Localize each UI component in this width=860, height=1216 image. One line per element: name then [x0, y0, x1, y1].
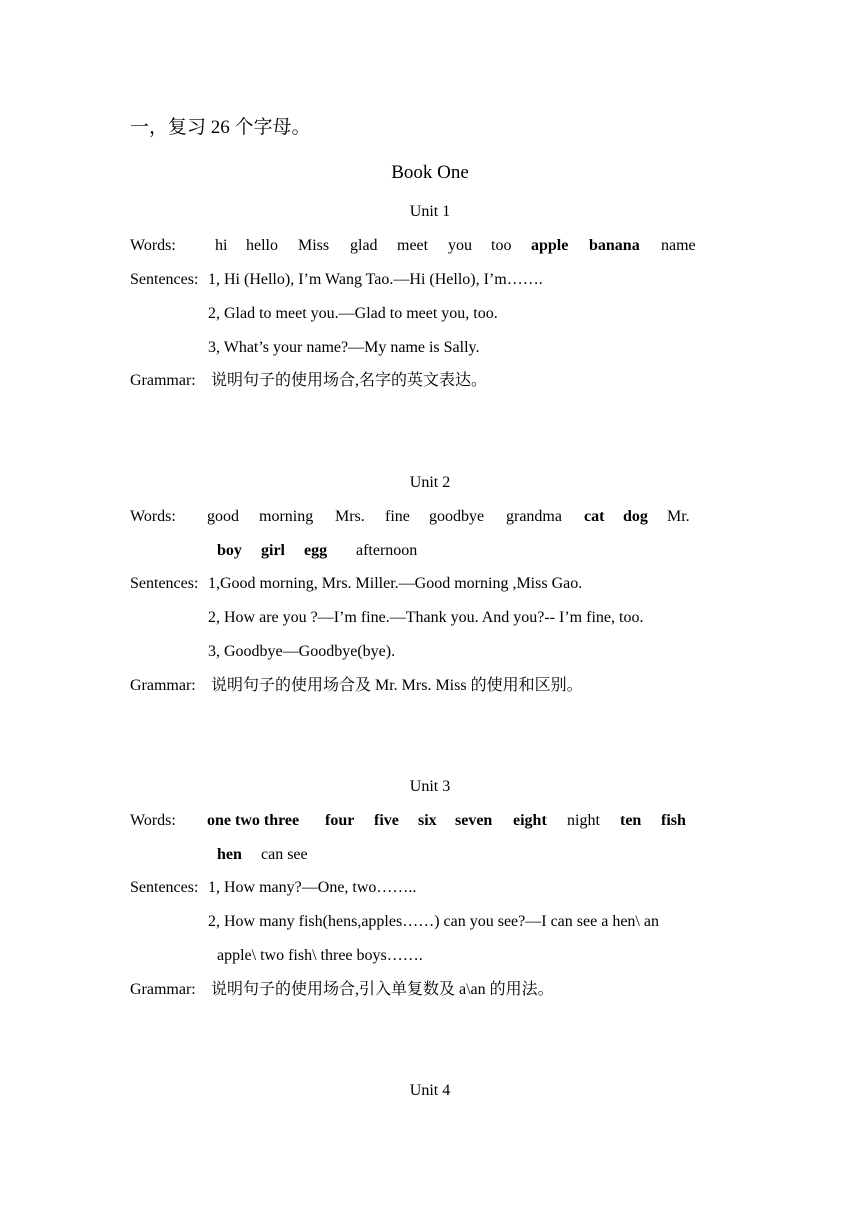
sentence: 1, Hi (Hello), I’m Wang Tao.—Hi (Hello), I’m…….	[208, 271, 543, 288]
book-title: Book One	[391, 162, 469, 183]
sentence: 3, What’s your name?—My name is Sally.	[208, 339, 480, 356]
unit-3-title: Unit 3	[409, 778, 451, 795]
grammar-note: 说明句子的使用场合,名字的英文表达。	[211, 372, 488, 389]
word: meet	[397, 237, 429, 254]
unit-2-grammar-label: Grammar:	[130, 677, 196, 694]
word-bold: girl	[261, 542, 285, 559]
word-bold: cat	[584, 508, 605, 525]
section-heading: 一，复习 26 个字母。	[130, 117, 311, 138]
word: glad	[350, 237, 378, 254]
word-bold: egg	[304, 542, 328, 559]
sentence: 1,Good morning, Mrs. Miller.—Good morning ,Miss Gao.	[208, 575, 583, 592]
unit-3-words-label: Words:	[130, 812, 176, 829]
word-bold: eight	[513, 812, 547, 829]
unit-1-grammar-label: Grammar:	[130, 372, 196, 389]
unit-2-title: Unit 2	[409, 474, 451, 491]
sentence: apple\ two fish\ three boys…….	[217, 947, 423, 964]
word: grandma	[506, 508, 562, 525]
unit-1-sentences-label: Sentences:	[130, 271, 199, 288]
word: too	[491, 237, 512, 254]
word-bold: apple	[531, 237, 569, 254]
word-bold: five	[374, 812, 399, 829]
word-bold: hen	[217, 846, 242, 863]
sentence: 3, Goodbye—Goodbye(bye).	[208, 643, 396, 660]
sentence: 2, Glad to meet you.—Glad to meet you, too.	[208, 305, 498, 322]
word-bold: boy	[217, 542, 242, 559]
word: fine	[385, 508, 410, 525]
word: hello	[246, 237, 278, 254]
word: you	[448, 237, 472, 254]
word-bold: seven	[455, 812, 493, 829]
unit-2-sentences-label: Sentences:	[130, 575, 199, 592]
word: hi	[215, 237, 228, 254]
word-bold: ten	[620, 812, 642, 829]
word: Miss	[298, 237, 330, 254]
word: can see	[261, 846, 308, 863]
word: morning	[259, 508, 314, 525]
word-bold: six	[418, 812, 437, 829]
grammar-note: 说明句子的使用场合,引入单复数及 a\an 的用法。	[211, 981, 554, 998]
unit-2-words-label: Words:	[130, 508, 176, 525]
unit-3-grammar-label: Grammar:	[130, 981, 196, 998]
sentence: 2, How many fish(hens,apples……) can you see?—I can see a hen\ an	[208, 913, 659, 930]
word: goodbye	[429, 508, 485, 525]
word-bold: banana	[589, 237, 640, 254]
word-bold: dog	[623, 508, 648, 525]
word: afternoon	[356, 542, 418, 559]
sentence: 2, How are you ?—I’m fine.—Thank you. And you?-- I’m fine, too.	[208, 609, 644, 626]
word-bold: four	[325, 812, 355, 829]
word: Mrs.	[335, 508, 365, 525]
word-bold: one two three	[207, 812, 300, 829]
unit-4-title: Unit 4	[409, 1082, 451, 1099]
unit-3-sentences-label: Sentences:	[130, 879, 199, 896]
grammar-note: 说明句子的使用场合及 Mr. Mrs. Miss 的使用和区别。	[211, 677, 583, 694]
word: name	[661, 237, 696, 254]
word: Mr.	[667, 508, 690, 525]
word-bold: fish	[661, 812, 686, 829]
sentence: 1, How many?—One, two……..	[208, 879, 417, 896]
unit-1-words-label: Words:	[130, 237, 176, 254]
word: good	[207, 508, 239, 525]
word: night	[567, 812, 600, 829]
unit-1-title: Unit 1	[409, 203, 451, 220]
